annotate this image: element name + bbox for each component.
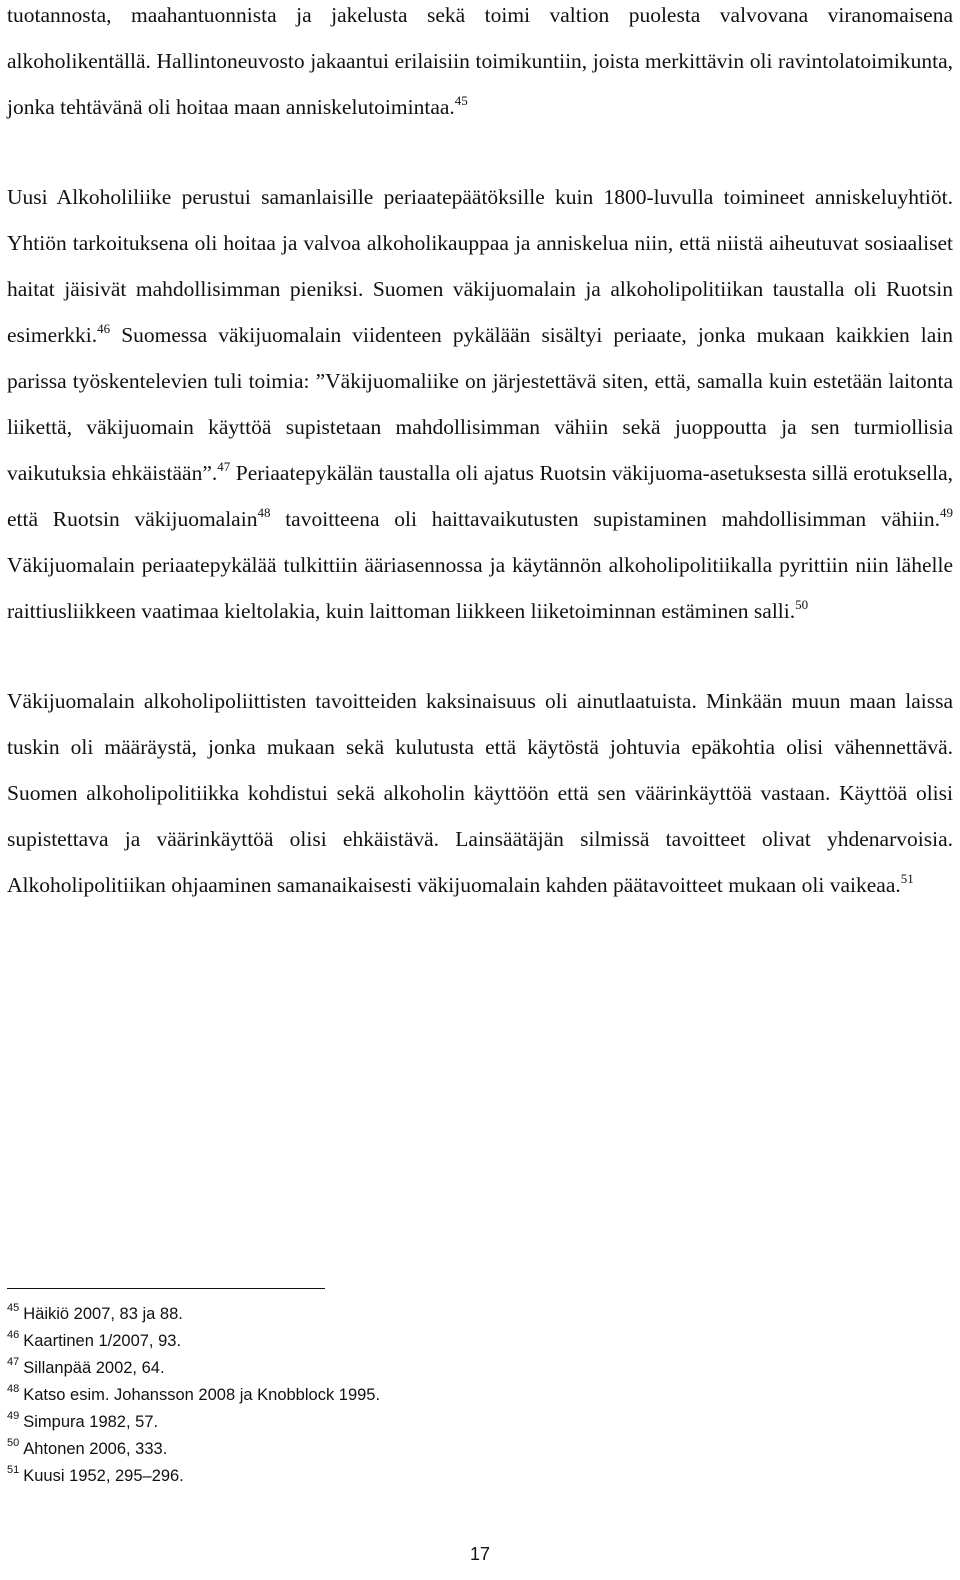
paragraph bbox=[7, 0, 953, 130]
footnotes-section bbox=[7, 1288, 707, 1490]
footnote-reference[interactable]: 47 bbox=[217, 459, 231, 474]
footnote-text: Simpura 1982, 57. bbox=[23, 1413, 159, 1431]
footnote-number: 45 bbox=[7, 1302, 20, 1314]
footnote-reference[interactable]: 46 bbox=[97, 321, 111, 336]
footnote-text: Ahtonen 2006, 333. bbox=[23, 1440, 168, 1458]
footnote bbox=[7, 1328, 707, 1355]
footnote bbox=[7, 1436, 707, 1463]
paragraph-text: Periaatepykälän taustalla oli ajatus Ruotsin väkijuoma-asetuksesta sillä erotuksella, että Ruotsin väkijuomalain bbox=[7, 461, 953, 531]
document-body bbox=[7, 0, 953, 908]
footnote-reference[interactable]: 51 bbox=[900, 871, 914, 886]
paragraph-text: tuotannosta, maahantuonnista ja jakelusta sekä toimi valtion puolesta valvovana viranomaisena alkoholikentällä. Hallintoneuvosto jakaantui erilaisiin toimikuntiin, joista merkittävin oli ravintolatoimikunta, jonka tehtävänä oli hoitaa maan anniskelutoimintaa. bbox=[7, 3, 953, 119]
footnote bbox=[7, 1382, 707, 1409]
footnote-reference[interactable]: 48 bbox=[257, 505, 271, 520]
footnote-number: 50 bbox=[7, 1437, 20, 1449]
footnote-separator bbox=[7, 1288, 325, 1289]
footnote-number: 47 bbox=[7, 1356, 20, 1368]
paragraph-text: Uusi Alkoholiliike perustui samanlaisille periaatepäätöksille kuin 1800-luvulla toimineet anniskeluyhtiöt. Yhtiön tarkoituksena oli hoitaa ja valvoa alkoholikauppaa ja anniskelua niin, että niistä aiheutuvat sosiaaliset haitat jäisivät mahdollisimman pieniksi. Suomen väkijuomalain ja alkoholipolitiikan taustalla oli Ruotsin esimerkki. bbox=[7, 185, 953, 347]
paragraph bbox=[7, 174, 953, 634]
page-number: 17 bbox=[469, 1544, 491, 1564]
footnote-reference[interactable]: 50 bbox=[795, 597, 809, 612]
paragraph-text: tavoitteena oli haittavaikutusten supistaminen mahdollisimman vähiin. bbox=[270, 507, 940, 531]
paragraph-text: Väkijuomalain periaatepykälää tulkittiin ääriasennossa ja käytännön alkoholipolitiikalla pyrittiin niin lähelle raittiusliikkeen vaatimaa kieltolakia, kuin laittoman liikkeen liiketoiminnan estäminen salli. bbox=[7, 553, 953, 623]
footnote-number: 46 bbox=[7, 1329, 20, 1341]
footnote-number: 51 bbox=[7, 1464, 20, 1476]
paragraph-text: Väkijuomalain alkoholipoliittisten tavoitteiden kaksinaisuus oli ainutlaatuista. Minkään muun maan laissa tuskin oli määräystä, jonka mukaan sekä kulutusta että käytöstä johtuvia epäkohtia olisi vähennettävä. Suomen alkoholipolitiikka kohdistui sekä alkoholin käyttöön että sen väärinkäyttöä vastaan. Käyttöä olisi supistettava ja väärinkäyttöä olisi ehkäistävä. Lainsäätäjän silmissä tavoitteet olivat yhdenarvoisia. Alkoholipolitiikan ohjaaminen samanaikaisesti väkijuomalain kahden päätavoitteet mukaan oli vaikeaa. bbox=[7, 689, 953, 897]
footnote-text: Kaartinen 1/2007, 93. bbox=[23, 1332, 182, 1350]
footnote-text: Sillanpää 2002, 64. bbox=[23, 1359, 165, 1377]
footnote-text: Katso esim. Johansson 2008 ja Knobblock 1995. bbox=[23, 1386, 381, 1404]
footnote-number: 49 bbox=[7, 1410, 20, 1422]
paragraph-text: Suomessa väkijuomalain viidenteen pykälään sisältyi periaate, jonka mukaan kaikkien lain parissa työskentelevien tuli toimia: ”Väkijuomaliike on järjestettävä siten, että, samalla kuin estetään laitonta liikettä, väkijuomain käyttöä supistetaan mahdollisimman vähiin sekä juoppoutta ja sen turmiollisia vaikutuksia ehkäistään”. bbox=[7, 323, 953, 485]
footnote-text: Häikiö 2007, 83 ja 88. bbox=[23, 1305, 183, 1323]
paragraph bbox=[7, 678, 953, 908]
footnote bbox=[7, 1301, 707, 1328]
footnote-reference[interactable]: 49 bbox=[940, 505, 953, 520]
footnote-text: Kuusi 1952, 295–296. bbox=[23, 1467, 184, 1485]
footnote-number: 48 bbox=[7, 1383, 20, 1395]
footnote bbox=[7, 1355, 707, 1382]
footnote bbox=[7, 1463, 707, 1490]
footnote bbox=[7, 1409, 707, 1436]
footnote-reference[interactable]: 45 bbox=[454, 93, 468, 108]
